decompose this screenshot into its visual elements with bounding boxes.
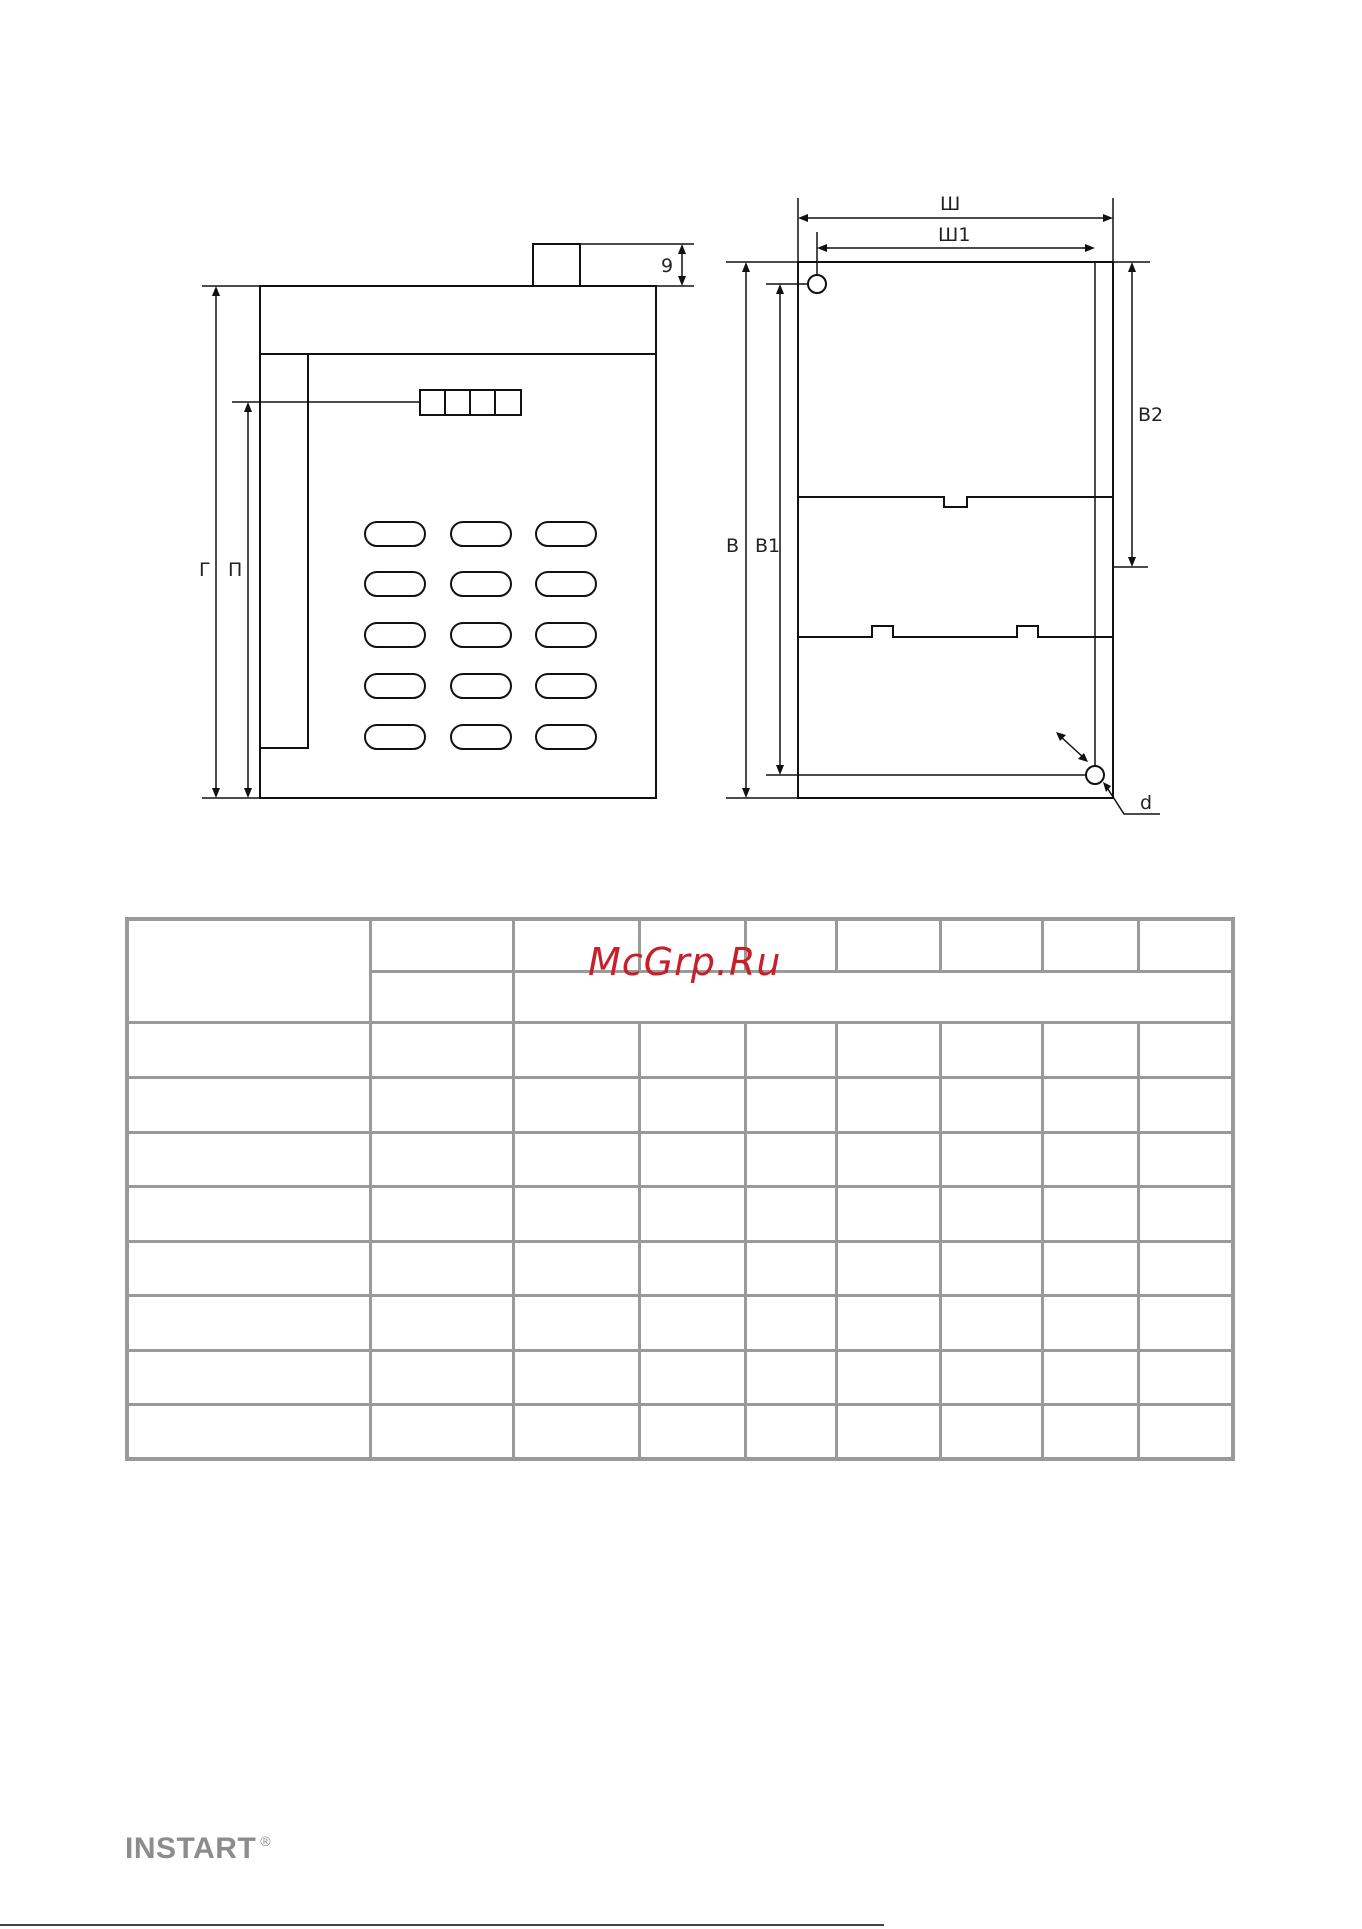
table-cell bbox=[1138, 919, 1233, 971]
table-cell bbox=[837, 919, 941, 971]
table-row bbox=[127, 1132, 1233, 1186]
table-row bbox=[127, 1295, 1233, 1350]
table-row bbox=[127, 1404, 1233, 1459]
mount-height-label: В1 bbox=[755, 535, 781, 557]
registered-mark: ® bbox=[260, 1833, 272, 1849]
height-label: В bbox=[726, 535, 740, 557]
depth-label: Г bbox=[199, 559, 211, 581]
footer-rule bbox=[0, 1924, 884, 1926]
table-row bbox=[127, 1022, 1233, 1077]
mount-width-label: Ш1 bbox=[938, 224, 971, 246]
side-view bbox=[202, 244, 694, 798]
table-row bbox=[127, 1186, 1233, 1241]
brand-name: INSTART bbox=[125, 1832, 257, 1865]
mount-depth-label: П bbox=[228, 559, 243, 581]
table-row bbox=[127, 1077, 1233, 1132]
table-cell bbox=[127, 919, 371, 1022]
dimension-arrows bbox=[212, 214, 1136, 798]
brand-logo bbox=[125, 1832, 271, 1866]
table-row bbox=[127, 1350, 1233, 1404]
top-height-label: 9 bbox=[661, 255, 674, 277]
table-cell bbox=[940, 919, 1042, 971]
hole-diameter-label: d bbox=[1140, 792, 1153, 814]
dimensions-table bbox=[125, 917, 1235, 1461]
table-cell bbox=[1042, 919, 1138, 971]
front-view bbox=[726, 198, 1160, 814]
table-row bbox=[127, 1241, 1233, 1295]
width-label: Ш bbox=[940, 193, 961, 215]
upper-height-label: В2 bbox=[1138, 404, 1164, 426]
table-cell bbox=[371, 919, 513, 971]
vent-slots bbox=[365, 522, 596, 749]
watermark: McGrp.Ru bbox=[588, 940, 782, 984]
table-cell bbox=[371, 971, 513, 1022]
